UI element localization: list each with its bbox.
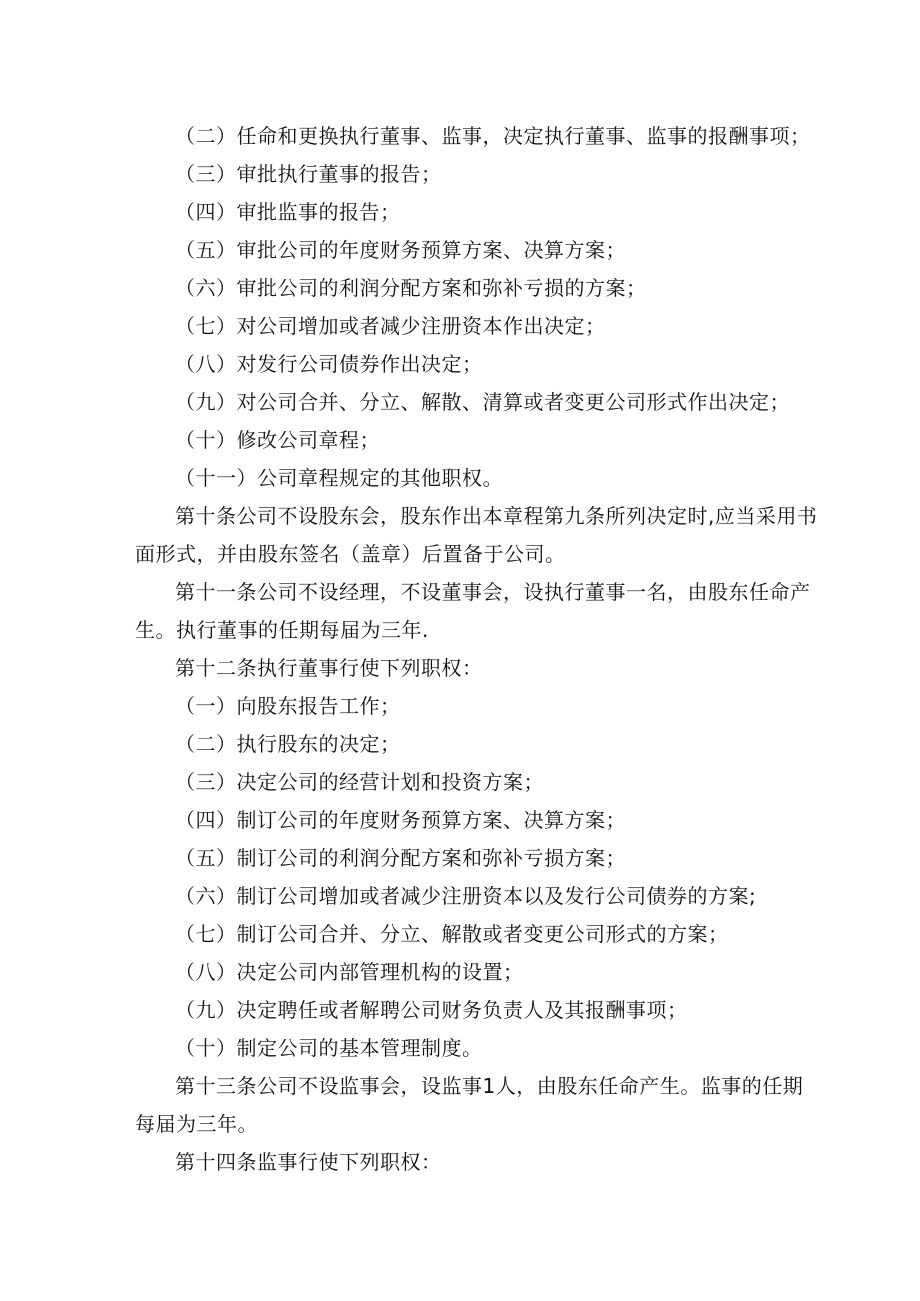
article-13-line-1: 第十三条公司不设监事会，设监事1人，由股东任命产生。监事的任期 [175,1074,804,1098]
article-12-heading: 第十二条执行董事行使下列职权： [175,656,483,680]
article-12-item-8-line: （八）决定公司内部管理机构的设置； [175,960,524,984]
article-12-item-7-line: （七）制订公司合并、分立、解散或者变更公司形式的方案； [175,922,729,946]
article-13-line-2: 每届为三年。 [135,1112,258,1136]
clause-item-10-line: （十）修改公司章程； [175,428,380,452]
clause-item-6-line: （六）审批公司的利润分配方案和弥补亏损的方案； [175,276,647,300]
article-12-item-2-line: （二）执行股东的决定； [175,732,401,756]
article-12-item-4-line: （四）制订公司的年度财务预算方案、决算方案； [175,808,626,832]
article-11-line-1: 第十一条公司不设经理，不设董事会，设执行董事一名，由股东任命产 [175,580,811,604]
clause-item-3-line: （三）审批执行董事的报告； [175,162,442,186]
clause-item-2-line: （二）任命和更换执行董事、监事，决定执行董事、监事的报酬事项； [175,124,811,148]
clause-item-7-line: （七）对公司增加或者减少注册资本作出决定； [175,314,606,338]
article-12-item-1-line: （一）向股东报告工作； [175,694,401,718]
clause-item-9-line: （九）对公司合并、分立、解散、清算或者变更公司形式作出决定； [175,390,790,414]
clause-item-5-line: （五）审批公司的年度财务预算方案、决算方案； [175,238,626,262]
article-10-line-1: 第十条公司不设股东会，股东作出本章程第九条所列决定时,应当采用书 [175,504,818,528]
article-12-item-6-line: （六）制订公司增加或者减少注册资本以及发行公司债券的方案; [175,884,757,908]
article-10-line-2: 面形式，并由股东签名（盖章）后置备于公司。 [135,542,566,566]
article-12-item-3-line: （三）决定公司的经营计划和投资方案； [175,770,544,794]
clause-item-11-line: （十一）公司章程规定的其他职权。 [175,466,503,490]
article-12-item-10-line: （十）制定公司的基本管理制度。 [175,1036,483,1060]
article-12-item-9-line: （九）决定聘任或者解聘公司财务负责人及其报酬事项； [175,998,688,1022]
clause-item-8-line: （八）对发行公司债券作出决定； [175,352,483,376]
article-12-item-5-line: （五）制订公司的利润分配方案和弥补亏损方案； [175,846,626,870]
clause-item-4-line: （四）审批监事的报告； [175,200,401,224]
article-11-line-2: 生。执行董事的任期每届为三年. [135,618,429,642]
article-14-heading: 第十四条监事行使下列职权： [175,1150,442,1174]
